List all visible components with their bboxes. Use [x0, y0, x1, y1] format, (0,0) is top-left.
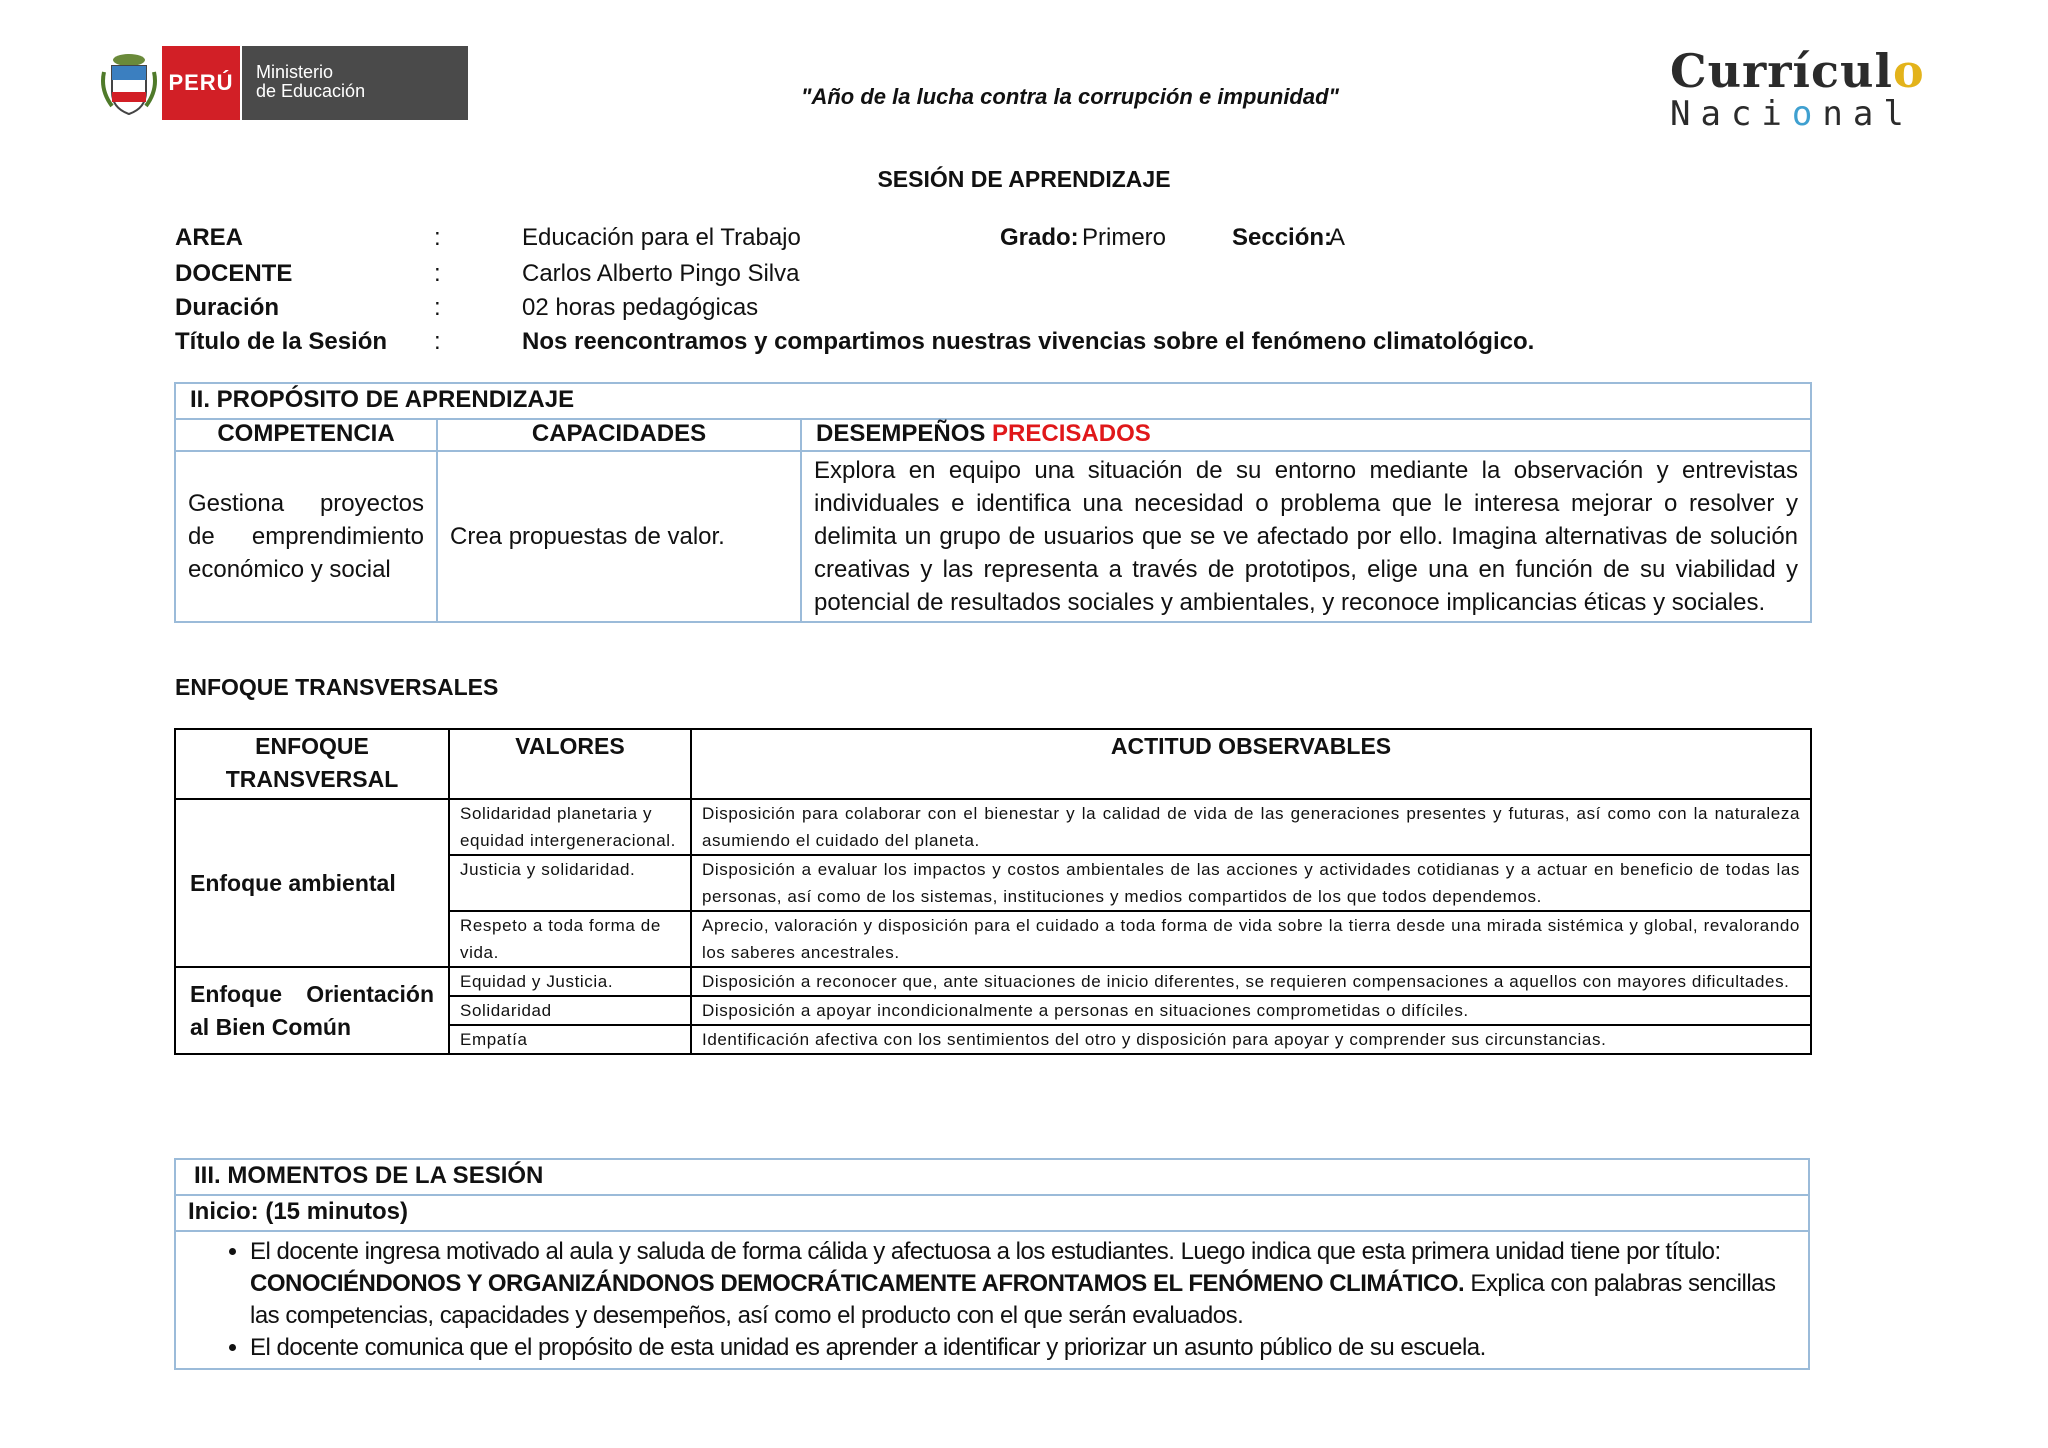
- actitud-cell: Disposición a evaluar los impactos y costos ambientales de las acciones y actividades cotidianas y a actuar en beneficio de todas las personas, así como de los sistemas, instituciones y medios compartidos de los que todos dependemos.: [691, 855, 1811, 911]
- valor-cell: Empatía: [449, 1025, 691, 1054]
- logo-line-1: [1670, 46, 1970, 96]
- teacher-label: DOCENTE: [175, 260, 293, 287]
- minedu-logo: [100, 44, 468, 124]
- item-text: Explica con palabras sencillas las competencias, capacidades y desempeños, así como el producto con el que serán evaluados.: [250, 1270, 1776, 1329]
- item-text: El docente comunica que el propósito de esta unidad es aprender a identificar y priorizar un asunto público de su escuela.: [250, 1334, 1486, 1361]
- list-item: [250, 1236, 1798, 1332]
- valor-cell: Solidaridad: [449, 996, 691, 1025]
- valor-cell: Solidaridad planetaria y equidad intergeneracional.: [449, 799, 691, 855]
- col-actitud: ACTITUD OBSERVABLES: [691, 729, 1811, 799]
- duration-label: Duración: [175, 294, 280, 321]
- inicio-heading: Inicio: (15 minutos): [175, 1195, 1809, 1231]
- colon: :: [434, 328, 441, 355]
- enfoques-heading: ENFOQUE TRANSVERSALES: [175, 674, 499, 700]
- col-competencia: COMPETENCIA: [175, 419, 437, 451]
- momentos-list: [176, 1236, 1798, 1364]
- enfoques-table: [174, 728, 1812, 1055]
- logo-text: nal: [1822, 94, 1914, 134]
- list-item: [250, 1332, 1798, 1364]
- col-desempenos-red-text: PRECISADOS: [992, 420, 1151, 447]
- valor-cell: Justicia y solidaridad.: [449, 855, 691, 911]
- curriculo-nacional-logo: [1670, 46, 1970, 146]
- logo-text: Currícul: [1670, 44, 1893, 98]
- grade-value: Primero: [1082, 224, 1167, 251]
- logo-text-accent: o: [1892, 44, 1925, 98]
- area-value: Educación para el Trabajo: [522, 224, 801, 251]
- enfoque-name: Enfoque ambiental: [175, 799, 449, 967]
- area-label: AREA: [175, 224, 244, 251]
- logo-text: Naci: [1670, 94, 1792, 134]
- section-label: Sección:: [1232, 224, 1333, 251]
- year-slogan: "Año de la lucha contra la corrupción e impunidad": [801, 84, 1339, 109]
- peru-coat-of-arms-icon: [100, 50, 158, 116]
- valor-cell: Equidad y Justicia.: [449, 967, 691, 996]
- session-title-value: Nos reencontramos y compartimos nuestras vivencias sobre el fenómeno climatológico.: [522, 328, 1535, 355]
- actitud-cell: Identificación afectiva con los sentimientos del otro y disposición para apoyar y comprender sus circunstancias.: [691, 1025, 1811, 1054]
- duration-value: 02 horas pedagógicas: [522, 294, 759, 321]
- competencia-cell: Gestiona proyectos de emprendimiento económico y social: [175, 451, 437, 622]
- desempeno-cell: Explora en equipo una situación de su entorno mediante la observación y entrevistas individuales e identifica una necesidad o problema que le interesa mejorar o resolver y delimita un grupo de usuarios que se ve afectado por ello. Imagina alternativas de solución creativas y las representa a través de prototipos, elige una en función de su viabilidad y potencial de resultados sociales y ambientales, y reconoce implicancias éticas y sociales.: [801, 451, 1811, 622]
- item-text: El docente ingresa motivado al aula y saluda de forma cálida y afectuosa a los estudiantes. Luego indica que esta primera unidad tiene por título:: [250, 1238, 1721, 1265]
- enfoque-name: Enfoque Orientación al Bien Común: [175, 967, 449, 1054]
- teacher-value: Carlos Alberto Pingo Silva: [522, 260, 800, 287]
- momentos-table: [174, 1158, 1810, 1370]
- proposito-heading: II. PROPÓSITO DE APRENDIZAJE: [175, 383, 1811, 419]
- proposito-table: [174, 382, 1812, 623]
- momentos-body: [175, 1231, 1809, 1369]
- actitud-cell: Disposición a reconocer que, ante situaciones de inicio diferentes, se requieren compensaciones a aquellos con mayores dificultades.: [691, 967, 1811, 996]
- section-value: A: [1329, 224, 1346, 251]
- momentos-heading: III. MOMENTOS DE LA SESIÓN: [175, 1159, 1809, 1195]
- colon: :: [434, 224, 441, 251]
- valor-cell: Respeto a toda forma de vida.: [449, 911, 691, 967]
- actitud-cell: Disposición para colaborar con el bienestar y la calidad de vida de las generaciones presentes y futuras, así como con la naturaleza asumiendo el cuidado del planeta.: [691, 799, 1811, 855]
- capacidad-cell: Crea propuestas de valor.: [437, 451, 801, 622]
- col-desempenos: [801, 419, 1811, 451]
- ministry-line-2: de Educación: [256, 81, 366, 101]
- colon: :: [434, 260, 441, 287]
- col-capacidades: CAPACIDADES: [437, 419, 801, 451]
- document-title: SESIÓN DE APRENDIZAJE: [877, 166, 1171, 192]
- table-row: [175, 799, 1811, 855]
- unit-title-bold: CONOCIÉNDONOS Y ORGANIZÁNDONOS DEMOCRÁTICAMENTE AFRONTAMOS EL FENÓMENO CLIMÁTICO.: [250, 1270, 1465, 1297]
- peru-label: PERÚ: [162, 46, 240, 120]
- ministry-line-1: Ministerio: [256, 62, 334, 82]
- logo-text-accent: o: [1791, 94, 1823, 134]
- col-enfoque: ENFOQUE TRANSVERSAL: [175, 729, 449, 799]
- logo-line-2: [1670, 96, 1970, 132]
- col-valores: VALORES: [449, 729, 691, 799]
- ministry-label: [242, 46, 468, 120]
- colon: :: [434, 294, 441, 321]
- actitud-cell: Aprecio, valoración y disposición para el cuidado a toda forma de vida sobre la tierra desde una mirada sistémica y global, revalorando los saberes ancestrales.: [691, 911, 1811, 967]
- col-desempenos-text: DESEMPEÑOS: [816, 420, 986, 447]
- grade-label: Grado:: [1000, 224, 1079, 251]
- session-title-label: Título de la Sesión: [175, 328, 388, 355]
- table-row: [175, 967, 1811, 996]
- actitud-cell: Disposición a apoyar incondicionalmente a personas en situaciones comprometidas o difíciles.: [691, 996, 1811, 1025]
